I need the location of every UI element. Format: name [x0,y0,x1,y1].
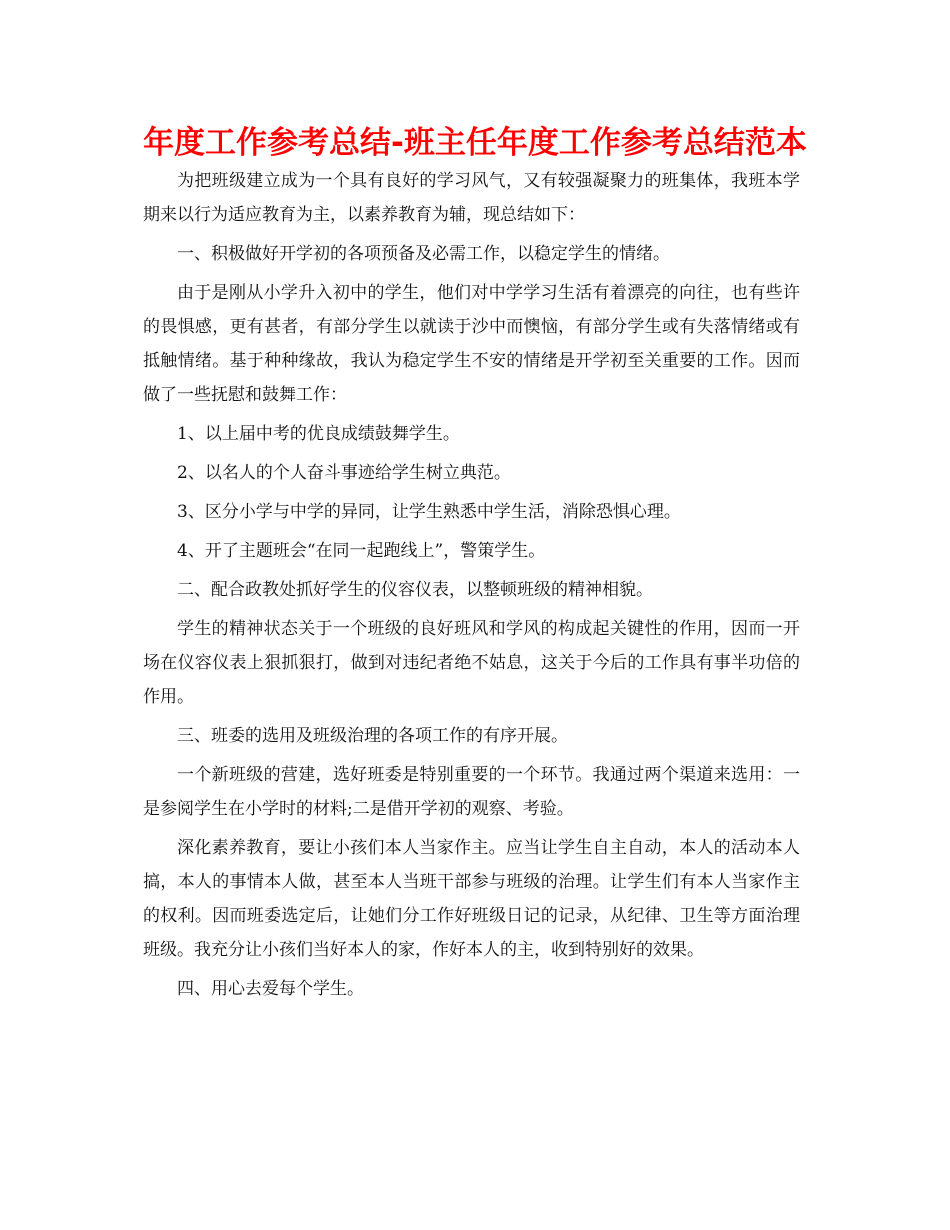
section-heading-2: 二、配合政教处抓好学生的仪容仪表，以整顿班级的精神相貌。 [177,580,653,600]
paragraph-3: 一个新班级的营建，选好班委是特别重要的一个环节。我通过两个渠道来选用：一是参阅学生在小学时的材料;二是借开学初的观察、考验。 [143,765,800,819]
section-heading-4: 四、用心去爱每个学生。 [177,979,364,999]
document-title: 年度工作参考总结-班主任年度工作参考总结范本 [143,125,807,161]
list-item-3: 3、区分小学与中学的异同，让学生熟悉中学生活，消除恐惧心理。 [177,502,681,522]
document-body [143,164,800,1011]
list-item-1: 1、以上届中考的优良成绩鼓舞学生。 [177,424,460,444]
section-heading-3: 三、班委的选用及班级治理的各项工作的有序开展。 [177,726,568,746]
paragraph-intro: 为把班级建立成为一个具有良好的学习风气，又有较强凝聚力的班集体，我班本学期来以行为适应教育为主，以素养教育为辅，现总结如下： [143,171,800,225]
list-item-4: 4、开了主题班会“在同一起跑线上”，警策学生。 [177,541,546,561]
section-heading-1: 一、积极做好开学初的各项预备及必需工作，以稳定学生的情绪。 [177,244,670,264]
list-item-2: 2、以名人的个人奋斗事迹给学生树立典范。 [177,463,511,483]
paragraph-1: 由于是刚从小学升入初中的学生，他们对中学学习生活有着漂亮的向往，也有些许的畏惧感，更有甚者，有部分学生以就读于沙中而懊恼，有部分学生或有失落情绪或有抵触情绪。基于种种缘故，我认为稳定学生不安的情绪是开学初至关重要的工作。因而做了一些抚慰和鼓舞工作： [143,283,800,405]
paragraph-2: 学生的精神状态关于一个班级的良好班风和学风的构成起关键性的作用，因而一开场在仪容仪表上狠抓狠打，做到对违纪者绝不姑息，这关于今后的工作具有事半功倍的作用。 [143,619,800,707]
paragraph-4: 深化素养教育，要让小孩们本人当家作主。应当让学生自主自动，本人的活动本人搞，本人的事情本人做，甚至本人当班干部参与班级的治理。让学生们有本人当家作主的权利。因而班委选定后，让她们分工作好班级日记的记录，从纪律、卫生等方面治理班级。我充分让小孩们当好本人的家，作好本人的主，收到特别好的效果。 [143,838,800,960]
